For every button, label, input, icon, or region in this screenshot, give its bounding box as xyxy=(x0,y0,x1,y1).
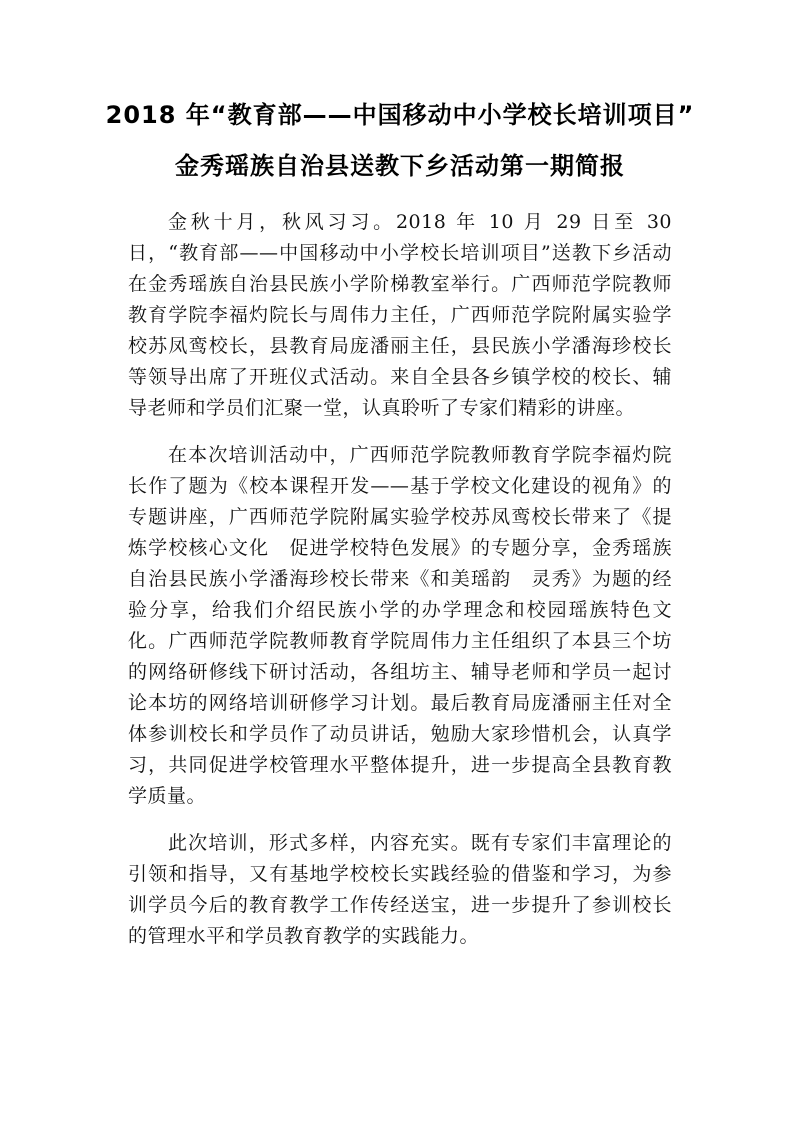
title-line-1: 2018 年“教育部——中国移动中小学校长培训项目” xyxy=(105,101,695,129)
paragraph-summary: 此次培训，形式多样，内容充实。既有专家们丰富理论的引领和指导，又有基地学校校长实践经验的借鉴和学习，为参训学员今后的教育教学工作传经送宝，进一步提升了参训校长的管理水平和学员教育教学的实践能力。 xyxy=(128,832,672,947)
title-line-2: 金秀瑶族自治县送教下乡活动第一期简报 xyxy=(175,152,625,180)
document-body xyxy=(128,207,672,952)
paragraph-training-content: 在本次培训活动中，广西师范学院教师教育学院李福灼院长作了题为《校本课程开发——基于学校文化建设的视角》的专题讲座，广西师范学院附属实验学校苏凤鸾校长带来了《提炼学校核心文化 促进学校特色发展》的专题分享，金秀瑶族自治县民族小学潘海珍校长带来《和美瑶韵 灵秀》为题的经验分享，给我们介绍民族小学的办学理念和校园瑶族特色文化。广西师范学院教师教育学院周伟力主任组织了本县三个坊的网络研修线下研讨活动，各组坊主、辅导老师和学员一起讨论本坊的网络培训研修学习计划。最后教育局庞潘丽主任对全体参训校长和学员作了动员讲话，勉励大家珍惜机会，认真学习，共同促进学校管理水平整体提升，进一步提高全县教育教学质量。 xyxy=(128,444,672,807)
paragraph-intro: 金秋十月，秋风习习。2018 年 10 月 29 日至 30 日，“教育部——中国移动中小学校长培训项目”送教下乡活动在金秀瑶族自治县民族小学阶梯教室举行。广西师范学院教师教育学院李福灼院长与周伟力主任，广西师范学院附属实验学校苏凤鸾校长，县教育局庞潘丽主任，县民族小学潘海珍校长等领导出席了开班仪式活动。来自全县各乡镇学校的校长、辅导老师和学员们汇聚一堂，认真聆听了专家们精彩的讲座。 xyxy=(128,211,672,419)
